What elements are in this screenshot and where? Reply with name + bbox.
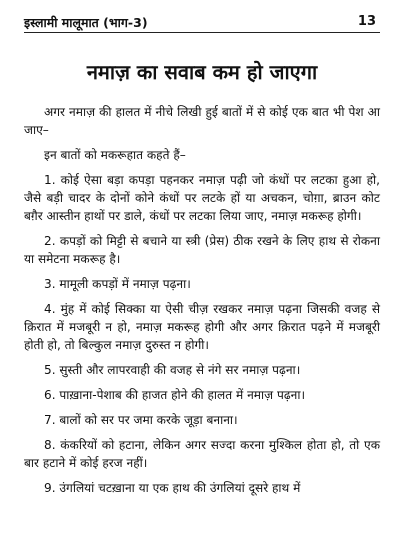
list-item: 3. मामूली कपड़ों में नमाज़ पढ़ना। bbox=[44, 277, 191, 291]
intro-paragraph: अगर नमाज़ की हालत में नीचे लिखी हुई बातों में से कोई एक बात भी पेश आ जाए– bbox=[24, 105, 380, 137]
list-item: 7. बालों को सर पर जमा करके जूड़ा बनाना। bbox=[44, 413, 238, 427]
intro-paragraph: इन बातों को मकरूहात कहते हैं– bbox=[44, 148, 186, 162]
list-item: 6. पाख़ाना-पेशाब की हाजत होने की हालत में नमाज़ पढ़ना। bbox=[44, 388, 306, 402]
list-item: 8. कंकरियों को हटाना, लेकिन अगर सज्दा करना मुश्किल होता हो, तो एक बार हटाने में कोई हरज नहीं। bbox=[24, 438, 380, 470]
list-item: 4. मुंह में कोई सिक्का या ऐसी चीज़ रखकर नमाज़ पढ़ना जिसकी वजह से क़िरात में मजबूरी न हो, नमाज़ मकरूह होगी और अगर क़िरात पढ़ने में मजबूरी होती हो, तो बिल्कुल नमाज़ दुरुस्त न होगी। bbox=[24, 302, 380, 352]
page-number: 13 bbox=[357, 14, 376, 29]
book-page bbox=[0, 10, 400, 543]
header-rule bbox=[24, 32, 380, 33]
page-header bbox=[24, 10, 380, 38]
chapter-title: नमाज़ का सवाब कम हो जाएगा bbox=[86, 60, 318, 84]
list-item: 2. कपड़ों को मिट्टी से बचाने या स्त्री (प्रेस) ठीक रखने के लिए हाथ से रोकना या समेटना मकरूह है। bbox=[24, 234, 380, 266]
list-item: 5. सुस्ती और लापरवाही की वजह से नंगे सर नमाज़ पढ़ना। bbox=[44, 363, 301, 377]
book-title: इस्लामी मालूमात (भाग-3) bbox=[24, 15, 148, 30]
list-item: 1. कोई ऐसा बड़ा कपड़ा पहनकर नमाज़ पढ़ी जो कंधों पर लटका हुआ हो, जैसे बड़ी चादर के दोनों कोने कंधों पर लटके हों या अचकन, चोग़ा, ब्राउन कोट बग़ैर आस्तीन हाथों पर डाले, कंधों पर लटका लिया जाए, नमाज़ मकरूह होगी। bbox=[24, 173, 380, 223]
chapter-body bbox=[24, 103, 380, 497]
list-item: 9. उंगलियां चटख़ाना या एक हाथ की उंगलियां दूसरे हाथ में bbox=[44, 481, 301, 495]
